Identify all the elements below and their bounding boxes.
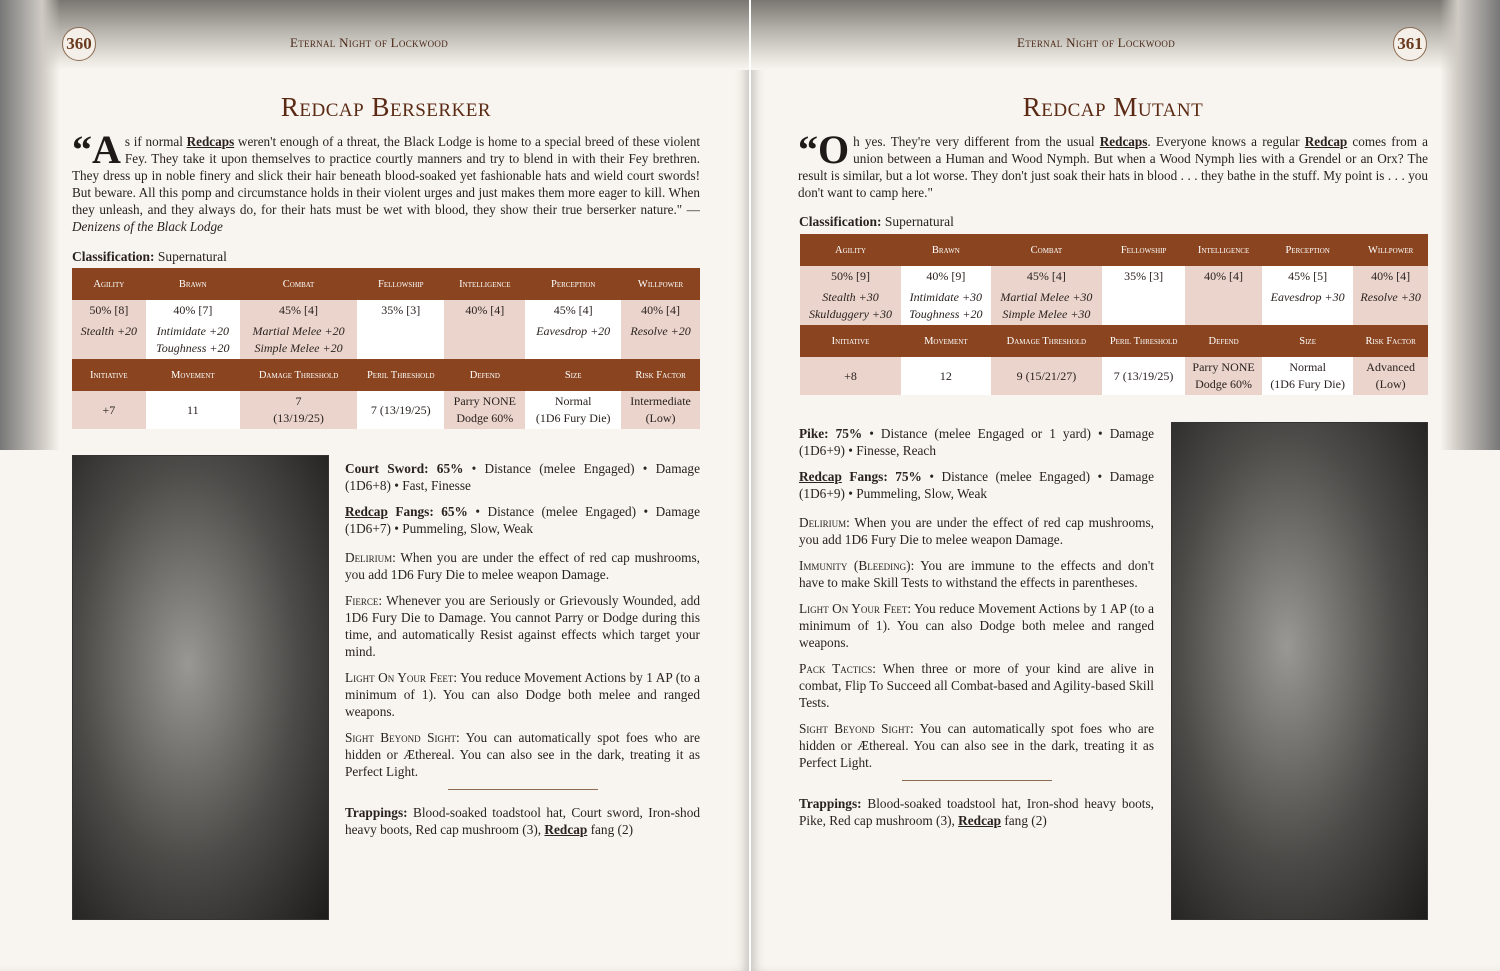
stat-header: Damage Threshold [991,325,1102,357]
stat-value: 45% [5] [1262,266,1353,287]
stat-skills [901,287,991,325]
derived-headers-row [800,325,1428,357]
value-line: Parry NONE [453,394,516,408]
derived-value [991,357,1102,395]
text-segment: • Distance (melee Engaged) • Damage (1D6+7) • Pummeling, Slow, Weak [345,504,700,536]
derived-value [1353,357,1428,395]
redcap-mutant-illustration [1171,422,1428,920]
redcap-term: Redcaps [186,134,235,149]
value-line: +8 [844,368,857,383]
divider [448,789,598,790]
text-segment: • Distance (melee Engaged) • Damage (1D6+9) • Pummeling, Slow, Weak [799,469,1154,501]
drop-cap: “A [72,127,121,172]
ability-name: Sight Beyond Sight: [345,730,460,745]
stat-header: Combat [240,268,357,300]
text-segment: Fangs: 75% [841,469,922,484]
stat-header: Willpower [1353,234,1428,266]
stat-header: Peril Threshold [357,359,444,391]
stat-skills [240,321,357,359]
derived-value [240,391,357,429]
ability-text: You can automatically spot foes who are hidden or Æthereal. You can also see in the dark, treating it as Perfect Light. [345,730,700,779]
stat-skills [146,321,240,359]
flavor-quote [798,127,1428,201]
stat-header: Fellowship [1102,234,1185,266]
skill-bonus: Martial Melee +20 [252,324,345,338]
ability-entry [345,729,700,780]
text-segment: Blood-soaked toadstool hat, Iron-shod heavy boots, Pike, Red cap mushroom (3), [799,796,1154,828]
ability-name: Pack Tactics: [799,661,876,676]
rules-column [345,460,700,847]
text-segment: Denizens of the Black Lodge [72,219,223,234]
skill-bonus: Resolve +20 [630,324,691,338]
stat-skills [1102,287,1185,325]
value-line: 7 (13/19/25) [370,402,431,417]
value-line: Parry NONE [1192,360,1255,374]
derived-value [800,357,901,395]
stat-header: Movement [146,359,240,391]
stat-header: Movement [901,325,991,357]
value-line: 12 [939,368,952,383]
ability-entry [345,669,700,720]
tree-artwork [1440,0,1500,450]
text-segment: Trappings: [345,805,408,820]
skill-bonus: Martial Melee +30 [1000,290,1093,304]
derived-value [901,357,991,395]
derived-value [1185,357,1262,395]
redcap-term: Redcap [345,504,388,519]
derived-value [1102,357,1185,395]
stat-skills [1353,287,1428,325]
ability-name: Immunity (Bleeding): [799,558,915,573]
ability-name: Sight Beyond Sight: [799,721,914,736]
value-line: Advanced [1366,360,1415,374]
stat-header: Size [1262,325,1353,357]
stat-header: Risk Factor [1353,325,1428,357]
value-line: 9 (15/21/27) [1016,368,1077,383]
ability-entry [799,514,1154,548]
stats-headers-row [800,234,1428,266]
value-line: 11 [187,402,199,417]
stat-header: Agility [72,268,146,300]
ability-entry [799,720,1154,771]
value-line: Normal [1289,360,1326,374]
ability-name: Fierce: [345,593,383,608]
value-line: 7 (13/19/25) [1113,368,1174,383]
derived-headers-row [72,359,700,391]
divider [902,780,1052,781]
ability-name: Delirium: [799,515,850,530]
stat-skills [1262,287,1353,325]
ability-name: Light On Your Feet: [345,670,458,685]
stat-header: Perception [525,268,621,300]
tree-artwork [0,0,60,450]
derived-value [444,391,525,429]
text-segment: s if normal [124,134,187,149]
value-line: (1D6 Fury Die) [535,411,611,425]
ability-text: You are immune to the effects and don't have to make Skill Tests to withstand the effects in parentheses. [799,558,1154,590]
stat-skills [444,321,525,359]
ability-text: You reduce Movement Actions by 1 AP (to a minimum of 1). You can also Dodge both melee and ranged weapons. [345,670,700,719]
stat-header: Agility [800,234,901,266]
stat-value: 40% [7] [146,300,240,321]
stat-value: 35% [3] [1102,266,1185,287]
stat-value: 50% [8] [72,300,146,321]
stat-header: Defend [444,359,525,391]
trappings [345,804,700,838]
skill-bonus: Simple Melee +30 [1002,307,1091,321]
skill-bonus: Stealth +20 [80,324,138,338]
stat-header: Risk Factor [621,359,700,391]
weapon-entry [799,425,1154,459]
stat-value: 50% [9] [800,266,901,287]
value-line: Dodge 60% [456,411,514,425]
redcap-berserker-illustration [72,455,329,920]
value-line: (Low) [645,411,676,425]
value-line: +7 [102,402,116,417]
trappings [799,795,1154,829]
redcap-term: Redcaps [1099,134,1148,149]
skill-bonus: Eavesdrop +30 [1270,290,1345,304]
rules-column [799,425,1154,838]
running-head: Eternal Night of Lockwood [290,35,449,50]
right-page [751,0,1500,971]
text-segment: . Everyone knows a regular [1147,134,1305,149]
creature-title: Redcap Berserker [280,92,492,122]
value-line: (1D6 Fury Die) [1270,377,1345,391]
stat-header: Peril Threshold [1102,325,1185,357]
value-line: 7 [295,394,302,408]
text-segment: fang (2) [587,822,634,837]
skill-bonus: Toughness +20 [909,307,983,321]
text-segment: Fangs: 65% [387,504,468,519]
stat-header: Brawn [146,268,240,300]
ability-text: When three or more of your kind are alive in combat, Flip To Succeed all Combat-based and Agility-based Skill Tests. [799,661,1154,710]
stat-table [800,234,1428,395]
stat-table [72,268,700,429]
text-segment: Blood-soaked toadstool hat, Court sword, Iron-shod heavy boots, Red cap mushroom (3), [345,805,700,837]
stat-value: 40% [4] [444,300,525,321]
ability-entry [345,592,700,660]
stat-value: 45% [4] [240,300,357,321]
derived-value [525,391,621,429]
stats-skills-row [72,321,700,359]
text-segment: Court Sword: 65% [345,461,464,476]
value-line: (Low) [1375,377,1406,391]
text-segment: comes from a union between a Human and Wood Nymph. But when a Wood Nymph lies with a Grendel or an Orx? The result is similar, but a lot worse. They don't just soak their hats in blood . . . they bathe in the stuff. My point is . . . you don't want to camp here." [798,134,1428,200]
derived-value [72,391,146,429]
redcap-term: Redcap [799,469,842,484]
ability-entry [799,660,1154,711]
stat-header: Intelligence [1185,234,1262,266]
stat-skills [525,321,621,359]
ability-text: Whenever you are Seriously or Grievously Wounded, add 1D6 Fury Die to Damage. You cannot Parry or Dodge during this time, and automatically Resist against effects which target your mind. [345,593,700,659]
ability-name: Delirium: [345,550,396,565]
ability-name: Light On Your Feet: [799,601,912,616]
skill-bonus: Simple Melee +20 [254,341,343,355]
stat-header: Fellowship [357,268,444,300]
stats-values-row [800,266,1428,287]
stat-value: 40% [4] [1353,266,1428,287]
value-line: Intermediate [630,394,691,408]
stat-skills [621,321,700,359]
stat-value: 40% [4] [1185,266,1262,287]
stat-value: 45% [4] [525,300,621,321]
text-segment: fang (2) [1001,813,1047,828]
weapon-entry [799,468,1154,502]
classification: Classification: Supernatural [72,249,227,264]
stat-header: Combat [991,234,1102,266]
stat-value: 40% [4] [621,300,700,321]
text-segment: Trappings: [799,796,862,811]
stats-headers-row [72,268,700,300]
stat-header: Perception [1262,234,1353,266]
stats-skills-row [800,287,1428,325]
running-head: Eternal Night of Lockwood [1017,35,1176,50]
ability-text: You can automatically spot foes who are hidden or Æthereal. You can also see in the dark, treating it as Perfect Light. [799,721,1154,770]
redcap-term: Redcap [958,813,1002,828]
stats-values-row [72,300,700,321]
derived-value [146,391,240,429]
skill-bonus: Eavesdrop +20 [536,324,611,338]
derived-value [357,391,444,429]
creature-title: Redcap Mutant [1022,92,1204,122]
ability-entry [799,600,1154,651]
stat-header: Initiative [72,359,146,391]
stat-skills [1185,287,1262,325]
value-line: (13/19/25) [273,411,324,425]
derived-value [621,391,700,429]
text-segment: • Distance (melee Engaged or 1 yard) • Damage (1D6+9) • Finesse, Reach [799,426,1154,458]
stat-value: 35% [3] [357,300,444,321]
ability-text: When you are under the effect of red cap mushrooms, you add 1D6 Fury Die to melee weapon Damage. [799,515,1154,547]
left-page [0,0,749,971]
stat-skills [72,321,146,359]
stat-header: Initiative [800,325,901,357]
redcap-term: Redcap [544,822,588,837]
text-segment: weren't enough of a threat, the Black Lodge is home to a special breed of these violent Fey. They take it upon themselves to practice courtly manners and try to blend in with their Fey brethren. They dress up in noble finery and slick their hair beneath blood-soaked yet fashionable hats and wield court swords! But beware. All this pomp and circumstance holds in their violent urges and just makes them more eager to kill. When they unleash, and they always do, for their hats must be wet with blood, they show their true berserker nature." — [72,134,701,217]
redcap-term: Redcap [1304,134,1348,149]
ability-entry [345,549,700,583]
flavor-quote [72,127,701,235]
text-segment: • Distance (melee Engaged) • Damage (1D6+8) • Fast, Finesse [345,461,700,493]
ability-text: When you are under the effect of red cap mushrooms, you add 1D6 Fury Die to melee weapon Damage. [345,550,700,582]
value-line: Dodge 60% [1195,377,1253,391]
drop-cap: “O [798,127,850,172]
classification: Classification: Supernatural [799,214,954,229]
stat-header: Damage Threshold [240,359,357,391]
stat-header: Brawn [901,234,991,266]
stat-header: Willpower [621,268,700,300]
stat-header: Size [525,359,621,391]
weapon-entry [345,460,700,494]
stat-skills [357,321,444,359]
stat-value: 45% [4] [991,266,1102,287]
ability-entry [799,557,1154,591]
skill-bonus: Intimidate +30 [909,290,983,304]
text-segment: h yes. They're very different from the usual [853,134,1100,149]
page-number: 360 [62,27,96,61]
ability-text: You reduce Movement Actions by 1 AP (to a minimum of 1). You can also Dodge both melee and ranged weapons. [799,601,1154,650]
derived-values-row [800,357,1428,395]
skill-bonus: Toughness +20 [156,341,230,355]
skill-bonus: Skulduggery +30 [808,307,893,321]
stat-header: Intelligence [444,268,525,300]
derived-value [1262,357,1353,395]
stat-skills [991,287,1102,325]
skill-bonus: Resolve +30 [1360,290,1421,304]
value-line: Normal [554,394,592,408]
stat-skills [800,287,901,325]
weapon-entry [345,503,700,537]
skill-bonus: Stealth +30 [822,290,879,304]
stat-value: 40% [9] [901,266,991,287]
stat-header: Defend [1185,325,1262,357]
page-number: 361 [1393,27,1427,61]
text-segment: Pike: 75% [799,426,863,441]
derived-values-row [72,391,700,429]
skill-bonus: Intimidate +20 [156,324,230,338]
